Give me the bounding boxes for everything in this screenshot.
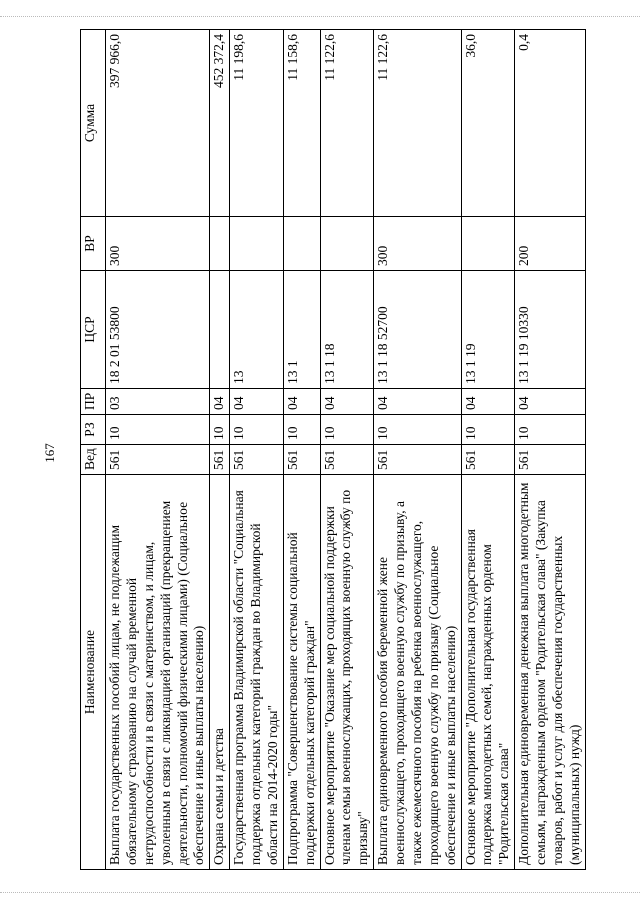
table-header-row (81, 30, 106, 870)
cell-name: Дополнительная единовременная денежная выплата многодетным семьям, награжденным орденом "Родительская слава" (Закупка товаров, работ и услуг для обеспечения государственных (муниципальных) нужд) (515, 475, 586, 870)
cell-sum: 11 158,6 (283, 30, 320, 217)
cell-vr (283, 217, 320, 271)
cell-vr (461, 217, 515, 271)
cell-sum: 36,0 (461, 30, 515, 217)
cell-ved: 561 (320, 445, 374, 475)
cell-csr: 13 1 18 (320, 271, 374, 389)
header-vr: ВР (81, 217, 106, 271)
cell-sum: 0,4 (515, 30, 586, 217)
cell-name: Выплата единовременного пособия беременной жене военнослужащего, проходящего военную службу по призыву, а также ежемесячного пособия на ребенка военнослужащего, проходящего военную службу по призыву (Социальное обеспечение и иные выплаты населению) (374, 475, 461, 870)
cell-vr: 300 (106, 217, 210, 271)
cell-ved: 561 (230, 445, 284, 475)
cell-ved: 561 (374, 445, 461, 475)
cell-rz: 10 (461, 415, 515, 445)
cell-rz: 10 (230, 415, 284, 445)
cell-name: Охрана семьи и детства (210, 475, 230, 870)
table-row (515, 30, 586, 870)
cell-pr: 04 (515, 389, 586, 415)
header-rz: РЗ (81, 415, 106, 445)
page-number: 167 (42, 443, 57, 463)
cell-pr: 04 (210, 389, 230, 415)
cell-rz: 10 (320, 415, 374, 445)
cell-sum: 397 966,0 (106, 30, 210, 217)
cell-rz: 10 (283, 415, 320, 445)
cell-vr (320, 217, 374, 271)
cell-pr: 04 (283, 389, 320, 415)
cell-pr: 03 (106, 389, 210, 415)
cell-vr (210, 217, 230, 271)
cell-vr: 300 (374, 217, 461, 271)
budget-table (80, 29, 586, 870)
cell-rz: 10 (106, 415, 210, 445)
cell-sum: 11 198,6 (230, 30, 284, 217)
cell-vr: 200 (515, 217, 586, 271)
header-pr: ПР (81, 389, 106, 415)
header-name: Наименование (81, 475, 106, 870)
table-row (374, 30, 461, 870)
scan-edge-top (0, 16, 640, 17)
cell-pr: 04 (320, 389, 374, 415)
cell-name: Основное мероприятие "Оказание мер социальной поддержки членам семьи военнослужащих, проходящих военную службу по призыву" (320, 475, 374, 870)
cell-pr: 04 (461, 389, 515, 415)
scan-edge-bottom (0, 892, 640, 893)
cell-pr: 04 (230, 389, 284, 415)
cell-name: Подпрограмма "Совершенствование системы социальной поддержки отдельных категорий граждан" (283, 475, 320, 870)
cell-ved: 561 (515, 445, 586, 475)
cell-csr: 18 2 01 53800 (106, 271, 210, 389)
cell-vr (230, 217, 284, 271)
cell-pr: 04 (374, 389, 461, 415)
cell-ved: 561 (283, 445, 320, 475)
header-sum: Сумма (81, 30, 106, 217)
cell-sum: 11 122,6 (374, 30, 461, 217)
table-row (210, 30, 230, 870)
table-row (230, 30, 284, 870)
cell-csr: 13 (230, 271, 284, 389)
cell-rz: 10 (515, 415, 586, 445)
cell-csr: 13 1 19 (461, 271, 515, 389)
rotated-table-wrapper (80, 30, 586, 870)
cell-csr: 13 1 (283, 271, 320, 389)
cell-csr (210, 271, 230, 389)
cell-ved: 561 (106, 445, 210, 475)
cell-rz: 10 (374, 415, 461, 445)
header-ved: Вед (81, 445, 106, 475)
cell-sum: 452 372,4 (210, 30, 230, 217)
cell-name: Государственная программа Владимирской области "Социальная поддержка отдельных категорий граждан во Владимирской области на 2014-2020 годы" (230, 475, 284, 870)
cell-csr: 13 1 19 10330 (515, 271, 586, 389)
table-row (106, 30, 210, 870)
table-row (283, 30, 320, 870)
cell-ved: 561 (210, 445, 230, 475)
header-csr: ЦСР (81, 271, 106, 389)
table-row (320, 30, 374, 870)
cell-sum: 11 122,6 (320, 30, 374, 217)
cell-rz: 10 (210, 415, 230, 445)
table-row (461, 30, 515, 870)
cell-ved: 561 (461, 445, 515, 475)
cell-name: Основное мероприятие "Дополнительная государственная поддержка многодетных семей, награжденных орденом "Родительская слава" (461, 475, 515, 870)
cell-name: Выплата государственных пособий лицам, не подлежащим обязательному страхованию на случай временной нетрудоспособности и в связи с материнством, и лицам, уволенным в связи с ликвидацией организаций (прекращением деятельности, полномочий физическими лицами) (Социальное обеспечение и иные выплаты населению) (106, 475, 210, 870)
cell-csr: 13 1 18 52700 (374, 271, 461, 389)
